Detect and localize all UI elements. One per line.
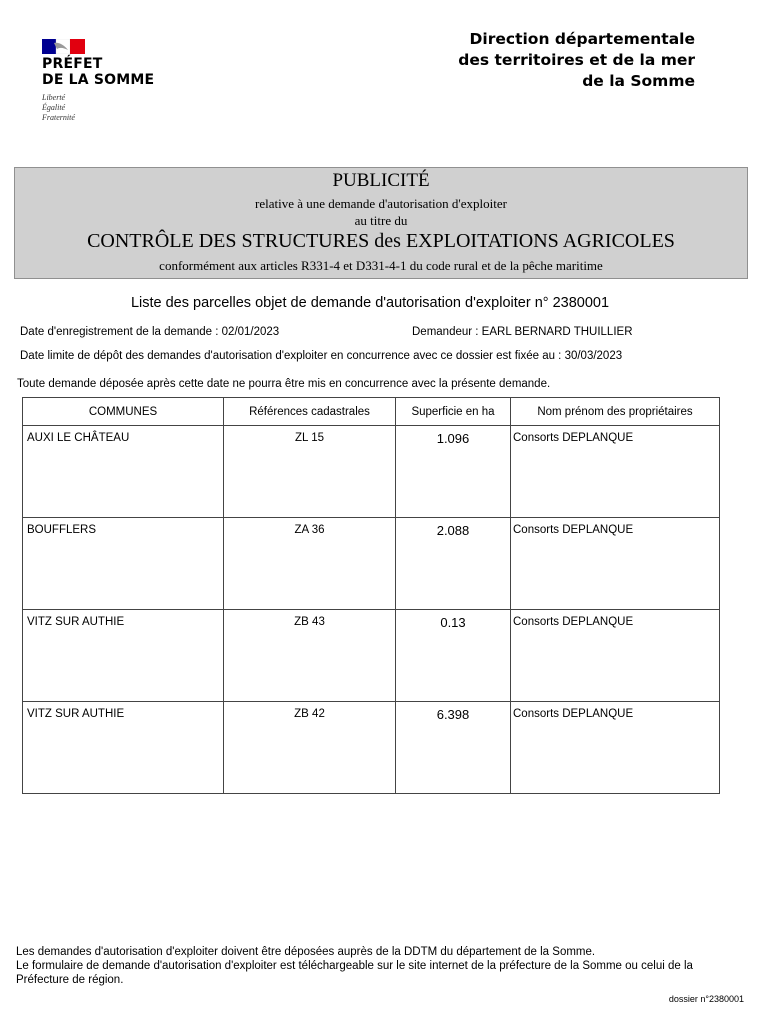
publicite-banner [14,167,748,279]
marianne-flag-logo [42,39,85,54]
cell-proprietaire: Consorts DEPLANQUE [511,702,720,794]
cell-superficie: 1.096 [396,426,511,518]
header-superficie: Superficie en ha [396,398,511,426]
cell-commune: AUXI LE CHÂTEAU [23,426,224,518]
direction-line2: des territoires et de la mer [458,51,695,69]
registration-date: Date d'enregistrement de la demande : 02/01/2023 [20,326,280,338]
banner-heading: CONTRÔLE DES STRUCTURES des EXPLOITATIONS AGRICOLES [87,230,675,252]
motto-egalite: Égalité [42,103,66,112]
banner-line2: au titre du [354,213,408,228]
parcels-table [22,397,720,794]
direction-header [458,29,695,92]
table-header-row [23,398,720,426]
table-row [23,610,720,702]
list-title: Liste des parcelles objet de demande d'autorisation d'exploiter n° 2380001 [130,295,610,311]
prefet-logo-text [42,56,154,88]
cell-reference: ZB 43 [224,610,396,702]
direction-line1: Direction départementale [469,30,695,48]
footer-line1: Les demandes d'autorisation d'exploiter doivent être déposées auprès de la DDTM du département de la Somme. [16,946,596,958]
cell-commune: VITZ SUR AUTHIE [23,702,224,794]
cell-reference: ZL 15 [224,426,396,518]
dossier-number: dossier n°2380001 [668,994,744,1004]
motto-fraternite: Fraternité [42,113,75,122]
cell-proprietaire: Consorts DEPLANQUE [511,518,720,610]
cell-superficie: 2.088 [396,518,511,610]
logo-line1: PRÉFET [42,56,103,72]
notice-text: Toute demande déposée après cette date ne pourra être mis en concurrence avec la présente demande. [17,378,551,390]
cell-superficie: 6.398 [396,702,511,794]
applicant: Demandeur : EARL BERNARD THUILLIER [412,326,633,338]
table-row [23,426,720,518]
direction-line3: de la Somme [582,72,695,90]
cell-proprietaire: Consorts DEPLANQUE [511,610,720,702]
footer-line2: Le formulaire de demande d'autorisation d'exploiter est téléchargeable sur le site internet de la préfecture de la Somme ou celui de la Préfecture de région. [16,960,693,986]
header-communes: COMMUNES [23,398,224,426]
footer-notice [16,945,736,987]
banner-line1: relative à une demande d'autorisation d'exploiter [255,196,507,211]
deadline-text: Date limite de dépôt des demandes d'autorisation d'exploiter en concurrence avec ce dossier est fixée au : 30/03/2023 [20,350,623,362]
banner-subtitle: conformément aux articles R331-4 et D331-4-1 du code rural et de la pêche maritime [159,258,603,273]
cell-commune: VITZ SUR AUTHIE [23,610,224,702]
cell-reference: ZA 36 [224,518,396,610]
header-proprietaires: Nom prénom des propriétaires [511,398,720,426]
banner-title: PUBLICITÉ [332,170,430,191]
table-row [23,518,720,610]
logo-line2: DE LA SOMME [42,72,155,88]
republic-motto [42,93,75,123]
cell-proprietaire: Consorts DEPLANQUE [511,426,720,518]
motto-liberte: Liberté [42,93,66,102]
cell-superficie: 0.13 [396,610,511,702]
cell-reference: ZB 42 [224,702,396,794]
table-row [23,702,720,794]
header-references: Références cadastrales [224,398,396,426]
cell-commune: BOUFFLERS [23,518,224,610]
